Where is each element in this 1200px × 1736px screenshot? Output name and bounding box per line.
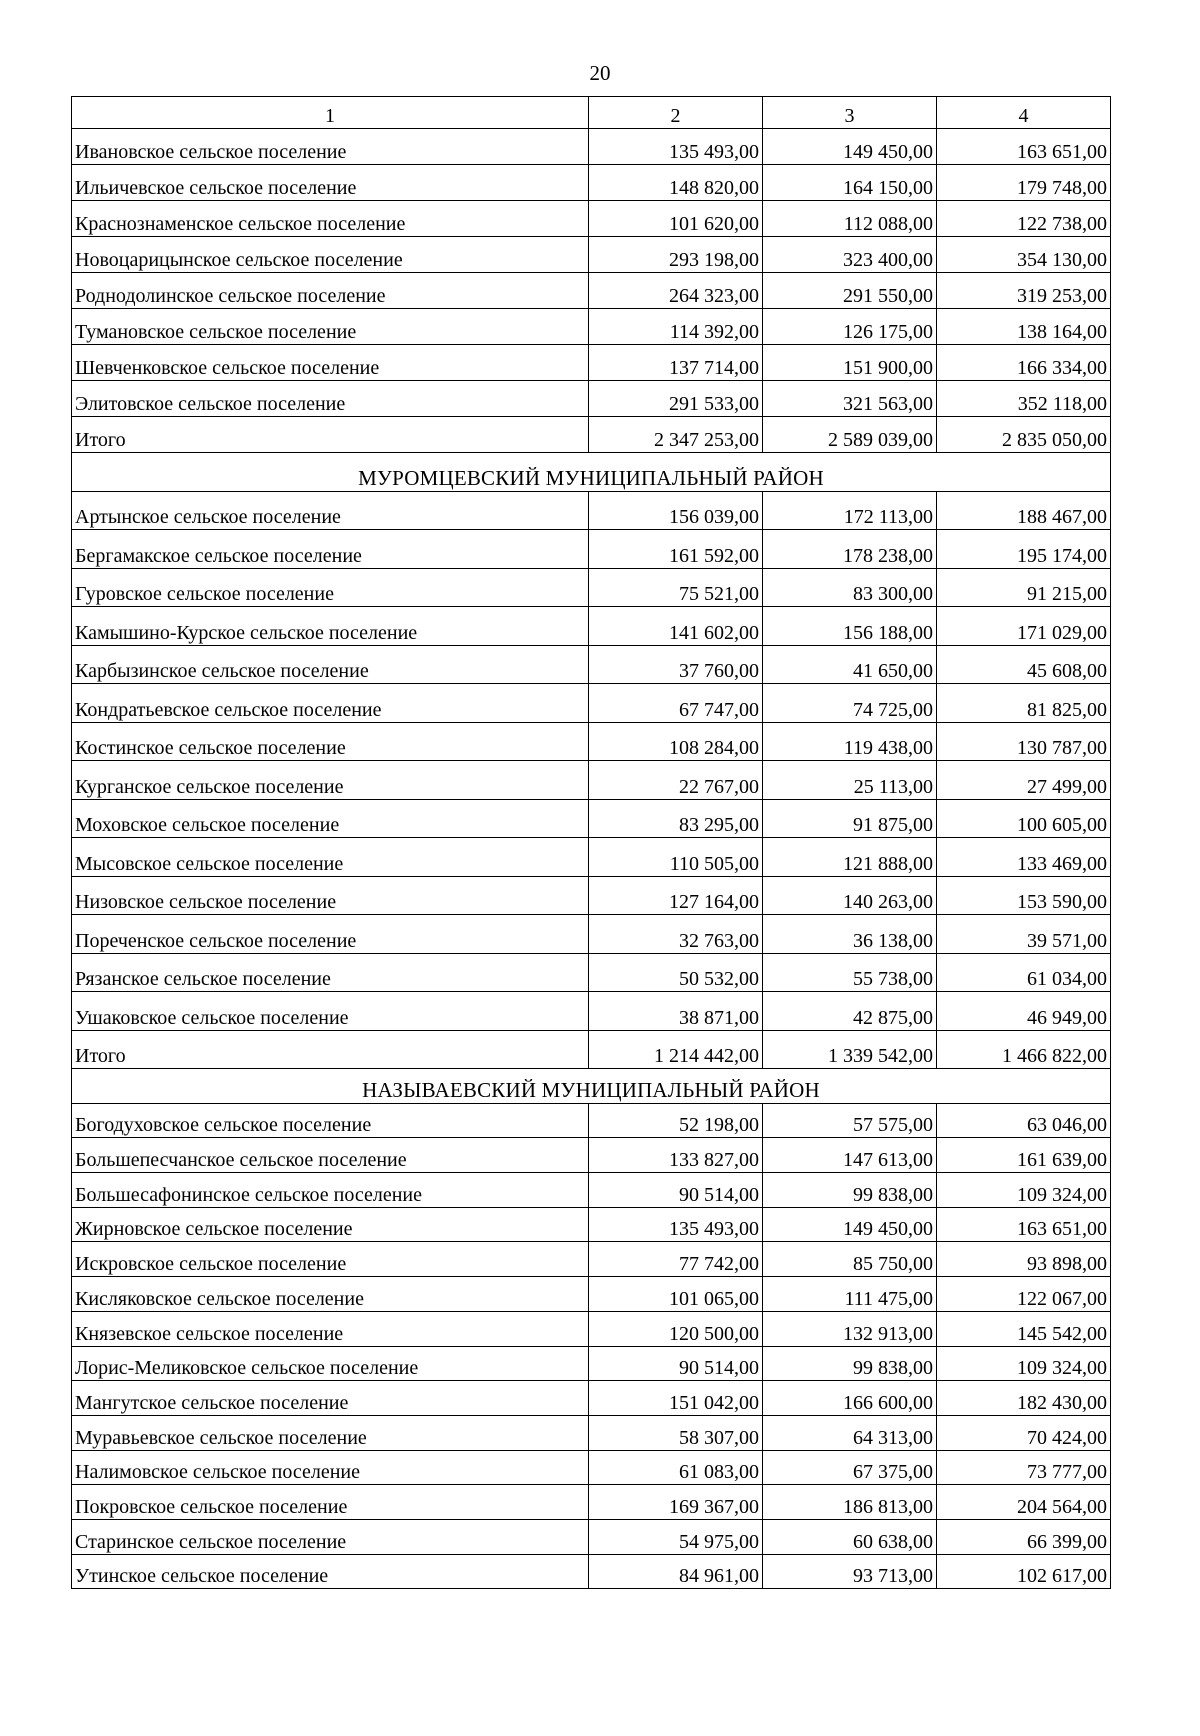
total-col-4: 2 835 050,00 xyxy=(937,417,1111,453)
value-col-4: 354 130,00 xyxy=(937,237,1111,273)
value-col-3: 64 313,00 xyxy=(763,1415,937,1450)
settlement-name: Утинское сельское поселение xyxy=(72,1554,589,1589)
value-col-4: 133 469,00 xyxy=(937,838,1111,877)
value-col-3: 60 638,00 xyxy=(763,1519,937,1554)
column-number-4: 4 xyxy=(937,97,1111,129)
value-col-2: 52 198,00 xyxy=(589,1103,763,1138)
settlement-name: Покровское сельское поселение xyxy=(72,1485,589,1520)
value-col-3: 83 300,00 xyxy=(763,568,937,607)
table-row xyxy=(72,1485,1111,1520)
value-col-3: 126 175,00 xyxy=(763,309,937,345)
value-col-3: 99 838,00 xyxy=(763,1173,937,1208)
value-col-2: 54 975,00 xyxy=(589,1519,763,1554)
value-col-3: 57 575,00 xyxy=(763,1103,937,1138)
settlement-name: Муравьевское сельское поселение xyxy=(72,1415,589,1450)
settlement-name: Богодуховское сельское поселение xyxy=(72,1103,589,1138)
value-col-3: 151 900,00 xyxy=(763,345,937,381)
settlement-name: Артынское сельское поселение xyxy=(72,491,589,530)
value-col-2: 133 827,00 xyxy=(589,1138,763,1173)
value-col-2: 50 532,00 xyxy=(589,953,763,992)
table-row xyxy=(72,1519,1111,1554)
settlement-name: Шевченковское сельское поселение xyxy=(72,345,589,381)
value-col-4: 45 608,00 xyxy=(937,645,1111,684)
settlement-name: Искровское сельское поселение xyxy=(72,1242,589,1277)
value-col-3: 121 888,00 xyxy=(763,838,937,877)
table-row xyxy=(72,1415,1111,1450)
value-col-4: 163 651,00 xyxy=(937,1207,1111,1242)
value-col-2: 169 367,00 xyxy=(589,1485,763,1520)
settlement-name: Пореченское сельское поселение xyxy=(72,915,589,954)
value-col-2: 83 295,00 xyxy=(589,799,763,838)
settlement-name: Бергамакское сельское поселение xyxy=(72,530,589,569)
value-col-3: 149 450,00 xyxy=(763,1207,937,1242)
settlement-name: Костинское сельское поселение xyxy=(72,722,589,761)
value-col-3: 111 475,00 xyxy=(763,1277,937,1312)
table-row xyxy=(72,1346,1111,1381)
value-col-4: 130 787,00 xyxy=(937,722,1111,761)
value-col-4: 46 949,00 xyxy=(937,992,1111,1031)
settlement-name: Лорис-Меликовское сельское поселение xyxy=(72,1346,589,1381)
value-col-2: 67 747,00 xyxy=(589,684,763,723)
value-col-4: 63 046,00 xyxy=(937,1103,1111,1138)
value-col-4: 171 029,00 xyxy=(937,607,1111,646)
total-label: Итого xyxy=(72,1030,589,1069)
value-col-3: 91 875,00 xyxy=(763,799,937,838)
settlement-name: Элитовское сельское поселение xyxy=(72,381,589,417)
value-col-3: 112 088,00 xyxy=(763,201,937,237)
block-2 xyxy=(72,453,1111,1069)
value-col-4: 163 651,00 xyxy=(937,129,1111,165)
table-row xyxy=(72,1450,1111,1485)
value-col-2: 264 323,00 xyxy=(589,273,763,309)
value-col-4: 66 399,00 xyxy=(937,1519,1111,1554)
settlement-name: Старинское сельское поселение xyxy=(72,1519,589,1554)
value-col-4: 39 571,00 xyxy=(937,915,1111,954)
settlement-name: Карбызинское сельское поселение xyxy=(72,645,589,684)
value-col-3: 119 438,00 xyxy=(763,722,937,761)
value-col-4: 153 590,00 xyxy=(937,876,1111,915)
settlements-table xyxy=(71,96,1111,1589)
settlement-name: Роднодолинское сельское поселение xyxy=(72,273,589,309)
settlement-name: Новоцарицынское сельское поселение xyxy=(72,237,589,273)
table-row xyxy=(72,1242,1111,1277)
table-row xyxy=(72,722,1111,761)
table-row xyxy=(72,1311,1111,1346)
value-col-3: 55 738,00 xyxy=(763,953,937,992)
value-col-4: 61 034,00 xyxy=(937,953,1111,992)
settlement-name: Краснознаменское сельское поселение xyxy=(72,201,589,237)
table-row xyxy=(72,607,1111,646)
value-col-2: 101 065,00 xyxy=(589,1277,763,1312)
table-row xyxy=(72,684,1111,723)
settlement-name: Моховское сельское поселение xyxy=(72,799,589,838)
value-col-3: 149 450,00 xyxy=(763,129,937,165)
value-col-3: 323 400,00 xyxy=(763,237,937,273)
value-col-2: 120 500,00 xyxy=(589,1311,763,1346)
settlement-name: Гуровское сельское поселение xyxy=(72,568,589,607)
value-col-2: 75 521,00 xyxy=(589,568,763,607)
section-header-row xyxy=(72,453,1111,492)
table-row xyxy=(72,309,1111,345)
value-col-3: 85 750,00 xyxy=(763,1242,937,1277)
table-row xyxy=(72,1554,1111,1589)
total-row xyxy=(72,417,1111,453)
value-col-2: 135 493,00 xyxy=(589,1207,763,1242)
settlement-name: Курганское сельское поселение xyxy=(72,761,589,800)
value-col-3: 140 263,00 xyxy=(763,876,937,915)
value-col-4: 122 738,00 xyxy=(937,201,1111,237)
value-col-2: 58 307,00 xyxy=(589,1415,763,1450)
value-col-2: 38 871,00 xyxy=(589,992,763,1031)
value-col-2: 141 602,00 xyxy=(589,607,763,646)
value-col-4: 122 067,00 xyxy=(937,1277,1111,1312)
value-col-2: 291 533,00 xyxy=(589,381,763,417)
value-col-2: 108 284,00 xyxy=(589,722,763,761)
value-col-4: 195 174,00 xyxy=(937,530,1111,569)
value-col-4: 70 424,00 xyxy=(937,1415,1111,1450)
value-col-3: 321 563,00 xyxy=(763,381,937,417)
table-row xyxy=(72,273,1111,309)
table-row xyxy=(72,345,1111,381)
table-row xyxy=(72,645,1111,684)
value-col-3: 291 550,00 xyxy=(763,273,937,309)
total-col-3: 1 339 542,00 xyxy=(763,1030,937,1069)
value-col-3: 74 725,00 xyxy=(763,684,937,723)
value-col-2: 84 961,00 xyxy=(589,1554,763,1589)
value-col-4: 109 324,00 xyxy=(937,1173,1111,1208)
table-row xyxy=(72,1207,1111,1242)
value-col-2: 32 763,00 xyxy=(589,915,763,954)
value-col-2: 151 042,00 xyxy=(589,1381,763,1416)
value-col-4: 93 898,00 xyxy=(937,1242,1111,1277)
value-col-4: 91 215,00 xyxy=(937,568,1111,607)
value-col-4: 188 467,00 xyxy=(937,491,1111,530)
total-label: Итого xyxy=(72,417,589,453)
column-number-2: 2 xyxy=(589,97,763,129)
value-col-2: 114 392,00 xyxy=(589,309,763,345)
table-row xyxy=(72,953,1111,992)
settlement-name: Налимовское сельское поселение xyxy=(72,1450,589,1485)
section-title: МУРОМЦЕВСКИЙ МУНИЦИПАЛЬНЫЙ РАЙОН xyxy=(72,453,1111,492)
value-col-3: 186 813,00 xyxy=(763,1485,937,1520)
value-col-4: 182 430,00 xyxy=(937,1381,1111,1416)
value-col-2: 137 714,00 xyxy=(589,345,763,381)
table-row xyxy=(72,381,1111,417)
value-col-2: 135 493,00 xyxy=(589,129,763,165)
value-col-4: 161 639,00 xyxy=(937,1138,1111,1173)
table-row xyxy=(72,530,1111,569)
column-number-1: 1 xyxy=(72,97,589,129)
value-col-3: 166 600,00 xyxy=(763,1381,937,1416)
value-col-4: 166 334,00 xyxy=(937,345,1111,381)
value-col-3: 25 113,00 xyxy=(763,761,937,800)
value-col-4: 73 777,00 xyxy=(937,1450,1111,1485)
value-col-4: 138 164,00 xyxy=(937,309,1111,345)
value-col-2: 22 767,00 xyxy=(589,761,763,800)
column-number-3: 3 xyxy=(763,97,937,129)
table-row xyxy=(72,1103,1111,1138)
value-col-2: 148 820,00 xyxy=(589,165,763,201)
page-number: 20 xyxy=(589,61,611,85)
value-col-2: 37 760,00 xyxy=(589,645,763,684)
settlement-name: Низовское сельское поселение xyxy=(72,876,589,915)
table-row xyxy=(72,491,1111,530)
settlement-name: Ильичевское сельское поселение xyxy=(72,165,589,201)
table-row xyxy=(72,1381,1111,1416)
value-col-2: 90 514,00 xyxy=(589,1173,763,1208)
value-col-3: 99 838,00 xyxy=(763,1346,937,1381)
table-row xyxy=(72,1277,1111,1312)
settlement-name: Мангутское сельское поселение xyxy=(72,1381,589,1416)
settlement-name: Ушаковское сельское поселение xyxy=(72,992,589,1031)
settlement-name: Большепесчанское сельское поселение xyxy=(72,1138,589,1173)
settlement-name: Большесафонинское сельское поселение xyxy=(72,1173,589,1208)
value-col-3: 36 138,00 xyxy=(763,915,937,954)
table-row xyxy=(72,165,1111,201)
table-row xyxy=(72,761,1111,800)
value-col-4: 319 253,00 xyxy=(937,273,1111,309)
settlement-name: Тумановское сельское поселение xyxy=(72,309,589,345)
block-1 xyxy=(72,97,1111,453)
value-col-2: 161 592,00 xyxy=(589,530,763,569)
value-col-3: 132 913,00 xyxy=(763,1311,937,1346)
value-col-3: 93 713,00 xyxy=(763,1554,937,1589)
table-row xyxy=(72,1138,1111,1173)
settlement-name: Кондратьевское сельское поселение xyxy=(72,684,589,723)
value-col-2: 127 164,00 xyxy=(589,876,763,915)
settlement-name: Князевское сельское поселение xyxy=(72,1311,589,1346)
value-col-4: 109 324,00 xyxy=(937,1346,1111,1381)
settlement-name: Камышино-Курское сельское поселение xyxy=(72,607,589,646)
value-col-3: 42 875,00 xyxy=(763,992,937,1031)
value-col-2: 110 505,00 xyxy=(589,838,763,877)
value-col-2: 101 620,00 xyxy=(589,201,763,237)
table-row xyxy=(72,915,1111,954)
total-col-2: 1 214 442,00 xyxy=(589,1030,763,1069)
table-row xyxy=(72,876,1111,915)
settlement-name: Жирновское сельское поселение xyxy=(72,1207,589,1242)
table-row xyxy=(72,201,1111,237)
total-col-3: 2 589 039,00 xyxy=(763,417,937,453)
value-col-4: 100 605,00 xyxy=(937,799,1111,838)
value-col-2: 90 514,00 xyxy=(589,1346,763,1381)
table-row xyxy=(72,992,1111,1031)
value-col-4: 352 118,00 xyxy=(937,381,1111,417)
value-col-2: 77 742,00 xyxy=(589,1242,763,1277)
table-row xyxy=(72,129,1111,165)
settlement-name: Рязанское сельское поселение xyxy=(72,953,589,992)
value-col-4: 102 617,00 xyxy=(937,1554,1111,1589)
settlement-name: Ивановское сельское поселение xyxy=(72,129,589,165)
value-col-2: 293 198,00 xyxy=(589,237,763,273)
total-col-4: 1 466 822,00 xyxy=(937,1030,1111,1069)
value-col-4: 179 748,00 xyxy=(937,165,1111,201)
table-row xyxy=(72,838,1111,877)
value-col-3: 67 375,00 xyxy=(763,1450,937,1485)
column-number-header-row xyxy=(72,97,1111,129)
settlement-name: Мысовское сельское поселение xyxy=(72,838,589,877)
value-col-3: 41 650,00 xyxy=(763,645,937,684)
settlement-name: Кисляковское сельское поселение xyxy=(72,1277,589,1312)
table-row xyxy=(72,568,1111,607)
value-col-2: 156 039,00 xyxy=(589,491,763,530)
value-col-4: 81 825,00 xyxy=(937,684,1111,723)
value-col-4: 145 542,00 xyxy=(937,1311,1111,1346)
total-col-2: 2 347 253,00 xyxy=(589,417,763,453)
total-row xyxy=(72,1030,1111,1069)
table-row xyxy=(72,799,1111,838)
value-col-4: 204 564,00 xyxy=(937,1485,1111,1520)
value-col-3: 156 188,00 xyxy=(763,607,937,646)
value-col-4: 27 499,00 xyxy=(937,761,1111,800)
value-col-2: 61 083,00 xyxy=(589,1450,763,1485)
value-col-3: 172 113,00 xyxy=(763,491,937,530)
section-title: НАЗЫВАЕВСКИЙ МУНИЦИПАЛЬНЫЙ РАЙОН xyxy=(72,1069,1111,1104)
table-row xyxy=(72,237,1111,273)
section-header-row xyxy=(72,1069,1111,1104)
value-col-3: 164 150,00 xyxy=(763,165,937,201)
value-col-3: 147 613,00 xyxy=(763,1138,937,1173)
value-col-3: 178 238,00 xyxy=(763,530,937,569)
block-3 xyxy=(72,1069,1111,1589)
table-row xyxy=(72,1173,1111,1208)
